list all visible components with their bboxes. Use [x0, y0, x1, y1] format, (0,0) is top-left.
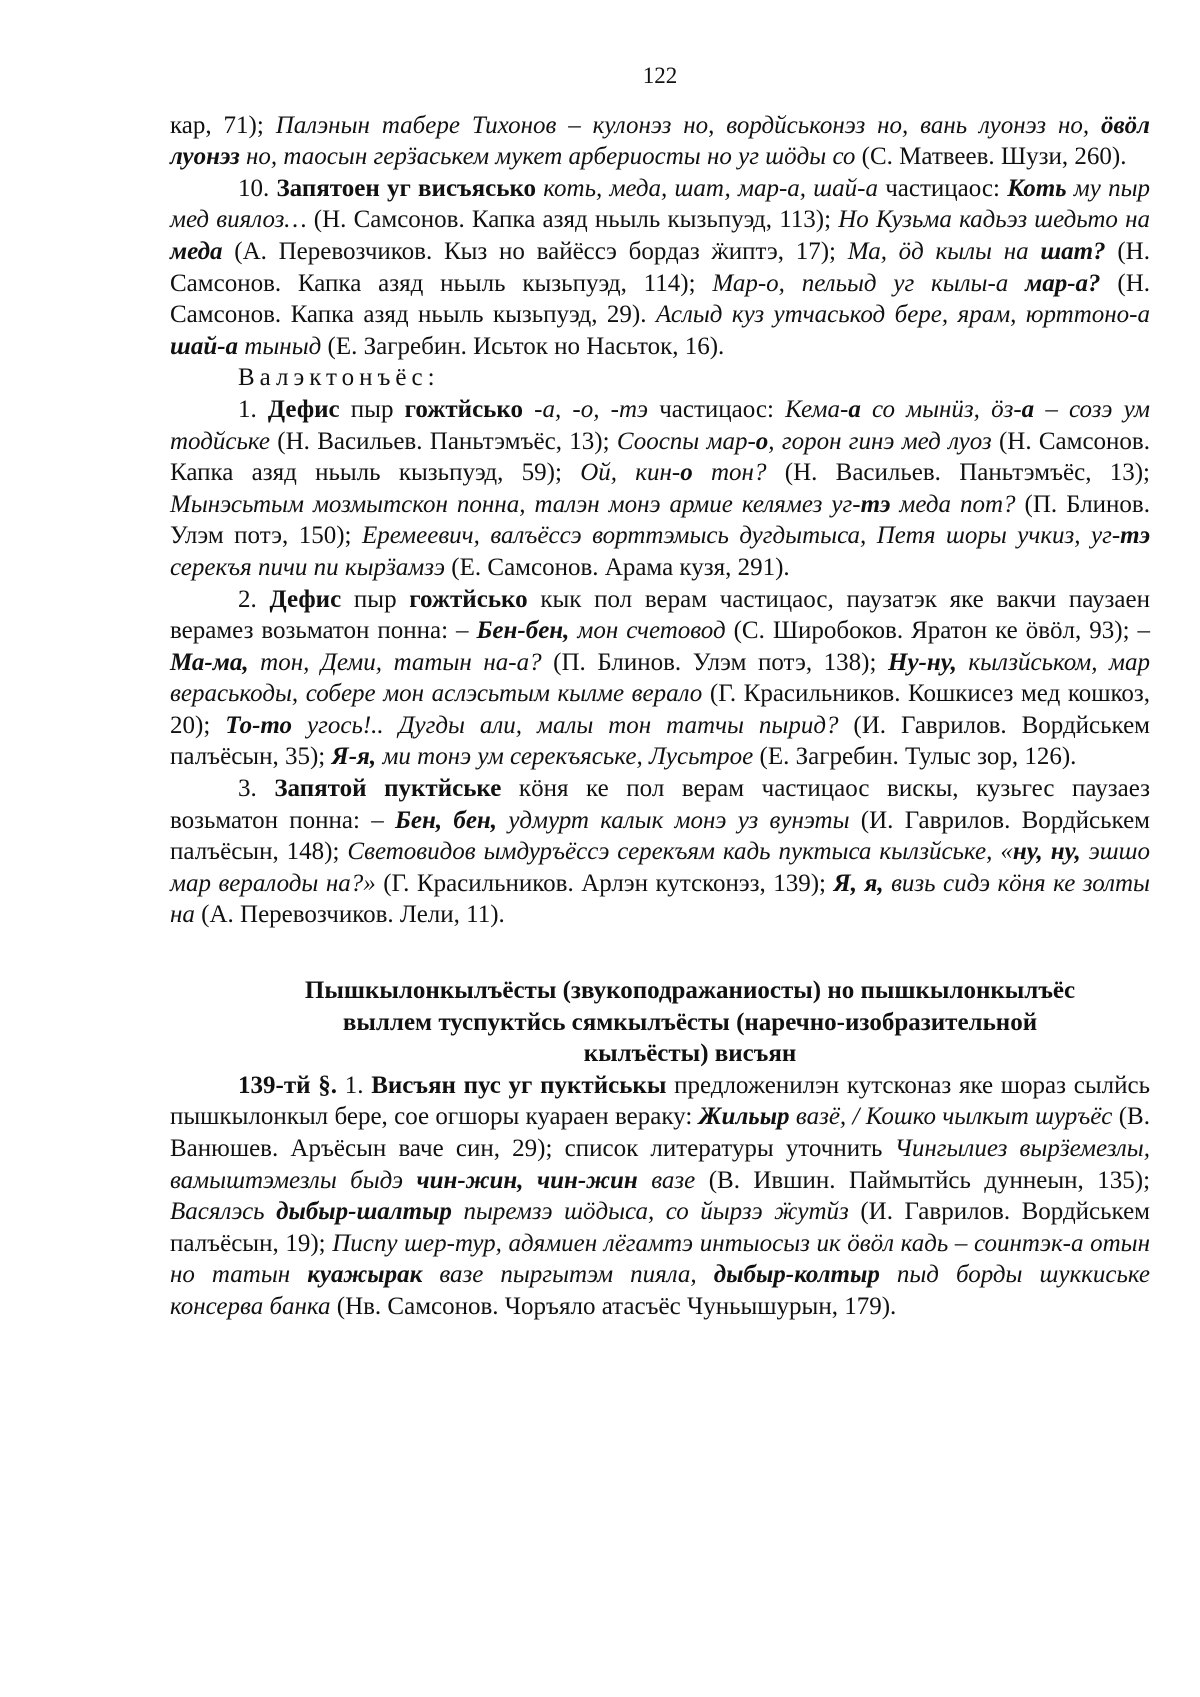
- text-run: но, таосын герӟаськем мукет арбериосты но уг шӧды со: [239, 143, 856, 171]
- text-run: Запятой пуктйське: [274, 775, 502, 803]
- text-run: шат?: [1040, 237, 1106, 265]
- text-run: дыбыр-шалтыр: [276, 1198, 452, 1226]
- text-run: частицаос:: [648, 395, 786, 423]
- text-run: 139-тй §.: [238, 1071, 337, 1099]
- text-run: Жильыр: [698, 1103, 790, 1131]
- text-run: Световидов ымдуръёссэ серекъям кадь пуктыса кылзйське, «: [347, 838, 1013, 866]
- section-heading-line: выллем туспуктйсь сямкылъёсты (наречно-изобразительной: [342, 1008, 1038, 1036]
- text-run: кӧня ке пол верам частицаос вискы, кузьгес паузаез возьматон понна: –: [170, 775, 1150, 834]
- text-run: (П. Блинов. Улэм потэ, 138);: [541, 648, 888, 676]
- text-run: Запятоен уг висъясько: [276, 174, 537, 202]
- text-run: о: [680, 459, 693, 487]
- text-run: мар-а?: [1025, 269, 1101, 297]
- text-run: Дефис: [267, 395, 340, 423]
- text-run: вазе: [637, 1166, 696, 1194]
- text-run: удмурт калык монэ уз вунэты: [497, 806, 850, 834]
- text-run: (И. Гаврилов. Вордйськем палъёсын, 148);: [170, 806, 1150, 866]
- text-run: (С. Матвеев. Шузи, 260).: [855, 143, 1127, 171]
- text-run: куажырак: [307, 1261, 423, 1289]
- text-run: меда: [170, 237, 223, 265]
- text-run: , горон гинэ мед луоз: [768, 427, 992, 455]
- text-run: -а, -о, -тэ: [534, 395, 649, 423]
- section-heading-line: кылъёсты) висъян: [583, 1040, 797, 1068]
- text-run: вазё, / Кошко чылкыт шуръёс: [789, 1103, 1113, 1131]
- text-run: предложенилэн кутсконаз яке шораз сылйсь пышкылонкыл бере, сое огшоры куараен вераку:: [170, 1071, 1150, 1131]
- text-run: кылзйськом, мар вераськоды, собере мон аслэсьтым кылме верало: [170, 648, 1150, 708]
- rule-10-paragraph: [170, 173, 1150, 363]
- text-run: тыныд: [238, 332, 322, 360]
- text-run: (А. Перевозчиков. Лели, 11).: [194, 901, 505, 929]
- text-run: 1.: [336, 1071, 372, 1099]
- text-run: Коть: [1007, 174, 1067, 202]
- text-run: эшшо мар вералоды на?»: [170, 838, 1150, 897]
- text-run: Мынэсьтым мозмытскон понна, талэн монэ армие келямез уг-: [170, 490, 861, 518]
- text-run: [523, 396, 534, 423]
- text-run: тон, Деми, татын на-а?: [248, 648, 542, 676]
- text-run: вазе пыргытэм пияла,: [422, 1261, 714, 1289]
- text-run: Но Кузьма кадьэз шедьто на: [838, 206, 1150, 234]
- text-run: (Нв. Самсонов. Чоръяло атасъёс Чуньышурын, 179).: [330, 1292, 897, 1320]
- text-run: Аслыд куз утчаськод бере, ярам, юрттоно-а: [655, 301, 1151, 329]
- text-run: Палэнын табере Тихонов – кулонэз но, вордйськонэз но, вань луонэз но,: [275, 111, 1102, 139]
- text-run: (Г. Красильников. Кошкисез мед кошкоз, 20);: [170, 680, 1150, 739]
- text-run: гожтйсько: [409, 585, 528, 613]
- text-run: (В. Ившин. Паймытйсь дуннеын, 135);: [695, 1166, 1151, 1194]
- text-run: тэ: [1120, 522, 1150, 550]
- text-run: Я-я,: [331, 743, 377, 771]
- text-run: чин-жин, чин-жин: [416, 1166, 638, 1194]
- text-run: (Н. Самсонов. Капка азяд ньыль кызьпуэд, 113);: [306, 206, 839, 234]
- text-run: 3.: [238, 775, 275, 803]
- text-run: (Г. Красильников. Арлэн кутсконэз, 139);: [375, 869, 834, 897]
- text-run: а: [1021, 395, 1035, 423]
- text-run: (Н. Васильев. Паньтэмъёс, 13);: [270, 427, 617, 455]
- text-run: (Е. Самсонов. Арама кузя, 291).: [445, 553, 790, 581]
- text-run: мон счетовод: [569, 617, 726, 645]
- exception-2-paragraph: [170, 584, 1150, 774]
- text-run: пыр: [341, 585, 410, 613]
- text-run: (С. Широбоков. Яратон ке ӧвӧл, 93); –: [725, 617, 1150, 645]
- text-run: угось!.. Дугды али, малы тон татчы пырид?: [292, 711, 839, 739]
- text-run: Я, я,: [833, 869, 884, 897]
- text-run: (Н. Самсонов. Капка азяд ньыль кызьпуэд, 59);: [170, 427, 1150, 487]
- text-run: Ну-ну,: [888, 648, 957, 676]
- text-run: ми тонэ ум серекъяське, Лусьтрое: [376, 743, 754, 771]
- text-run: Кема-: [785, 395, 849, 423]
- text-run: му пыр мед виялоз…: [170, 174, 1151, 234]
- text-run: гожтйсько: [404, 395, 523, 423]
- text-run: кар, 71);: [170, 111, 276, 139]
- text-run: 1.: [238, 395, 268, 423]
- text-run: (И. Гаврилов. Вордйськем палъёсын, 35);: [170, 711, 1150, 771]
- section-139-paragraph: [170, 1070, 1150, 1323]
- text-run: Ма-ма,: [170, 648, 249, 676]
- text-run: тон?: [692, 459, 767, 487]
- text-run: (А. Перевозчиков. Кыз но вайёссэ бордаз ӝиптэ, 17);: [222, 237, 848, 265]
- text-run: (Н. Самсонов. Капка азяд ньыль кызьпуэд, 114);: [170, 237, 1150, 297]
- text-run: пыд борды шуккиське консерва банка: [170, 1261, 1150, 1320]
- text-run: Ма, ӧд кылы на: [847, 237, 1041, 265]
- exception-1-paragraph: [170, 394, 1150, 584]
- text-run: Сооспы мар-: [616, 427, 756, 455]
- text-run: тэ: [860, 490, 891, 518]
- text-run: Мар-о, пельыд уг кылы-а: [712, 269, 1026, 297]
- text-run: (Н. Самсонов. Капка азяд ньыль кызьпуэд, 29).: [170, 269, 1151, 329]
- text-run: (П. Блинов. Улэм потэ, 150);: [170, 490, 1150, 550]
- text-run: Бен-бен,: [476, 617, 570, 645]
- paragraph-continuation: [170, 110, 1150, 173]
- text-run: частицаос:: [878, 174, 1008, 202]
- text-run: Висъян пус уг пуктйськы: [371, 1071, 667, 1099]
- text-run: ӧвӧл луонэз: [170, 111, 1151, 171]
- text-run: о: [755, 427, 769, 455]
- text-run: (И. Гаврилов. Вордйськем палъёсын, 19);: [170, 1198, 1150, 1257]
- text-run: коть, меда, шат, мар-а, шай-а: [543, 174, 878, 202]
- text-run: визь сидэ кӧня ке золты на: [170, 869, 1150, 929]
- text-run: То-то: [225, 711, 293, 739]
- text-run: 2.: [238, 585, 270, 613]
- text-run: Бен, бен,: [394, 806, 498, 834]
- exceptions-label: Валэктонъёс:: [238, 364, 440, 392]
- text-run: (Н. Васильев. Паньтэмъёс, 13);: [766, 459, 1150, 487]
- text-run: (Е. Загребин. Исьток но Насьток, 16).: [321, 332, 725, 360]
- text-run: пыр: [339, 395, 405, 423]
- section-heading-line: Пышкылонкылъёсты (звукоподражаниосты) но пышкылонкылъёс: [304, 977, 1076, 1005]
- page-number: 122: [642, 63, 678, 88]
- text-run: со мынӥз, ӧз-: [860, 395, 1022, 423]
- section-heading: [230, 975, 1150, 1070]
- text-run: а: [848, 395, 861, 423]
- text-run: пыремзэ шӧдыса, со йырзэ ӝутйз: [451, 1198, 849, 1226]
- text-run: (В. Ванюшев. Аръёсын ваче син, 29); список литературы уточнить: [170, 1103, 1150, 1162]
- text-run: 10.: [238, 174, 277, 202]
- text-run: Чингылиез вырӟемезлы, вамыштэмезлы быдэ: [170, 1135, 1150, 1194]
- text-run: кык пол верам частицаос, паузатэк яке вакчи паузаен верамез возьматон понна: –: [170, 585, 1151, 645]
- document-page: [170, 60, 1150, 1323]
- text-run: шай-а: [170, 332, 239, 360]
- text-run: Дефис: [269, 585, 342, 613]
- text-run: ну, ну,: [1012, 838, 1081, 866]
- text-run: – созэ ум тодйське: [170, 395, 1151, 455]
- text-run: меда пот?: [890, 490, 1016, 518]
- text-run: дыбыр-колтыр: [713, 1261, 880, 1289]
- exception-3-paragraph: [170, 773, 1150, 931]
- text-run: Ой, кин-: [580, 459, 681, 487]
- text-run: Васялэсь: [170, 1198, 277, 1226]
- text-run: Еремеевич, валъёссэ ворттэмысь дугдытыса, Петя шоры учкиз, уг-: [361, 522, 1121, 550]
- text-run: (Е. Загребин. Тулыс зор, 126).: [753, 743, 1077, 771]
- text-run: Писпу шер-тур, адямиен лёгамтэ интыосыз ик ӧвӧл кадь – соинтэк-а отын но татын: [170, 1229, 1150, 1289]
- text-run: серекъя пичи пи кырӟамзэ: [170, 553, 446, 581]
